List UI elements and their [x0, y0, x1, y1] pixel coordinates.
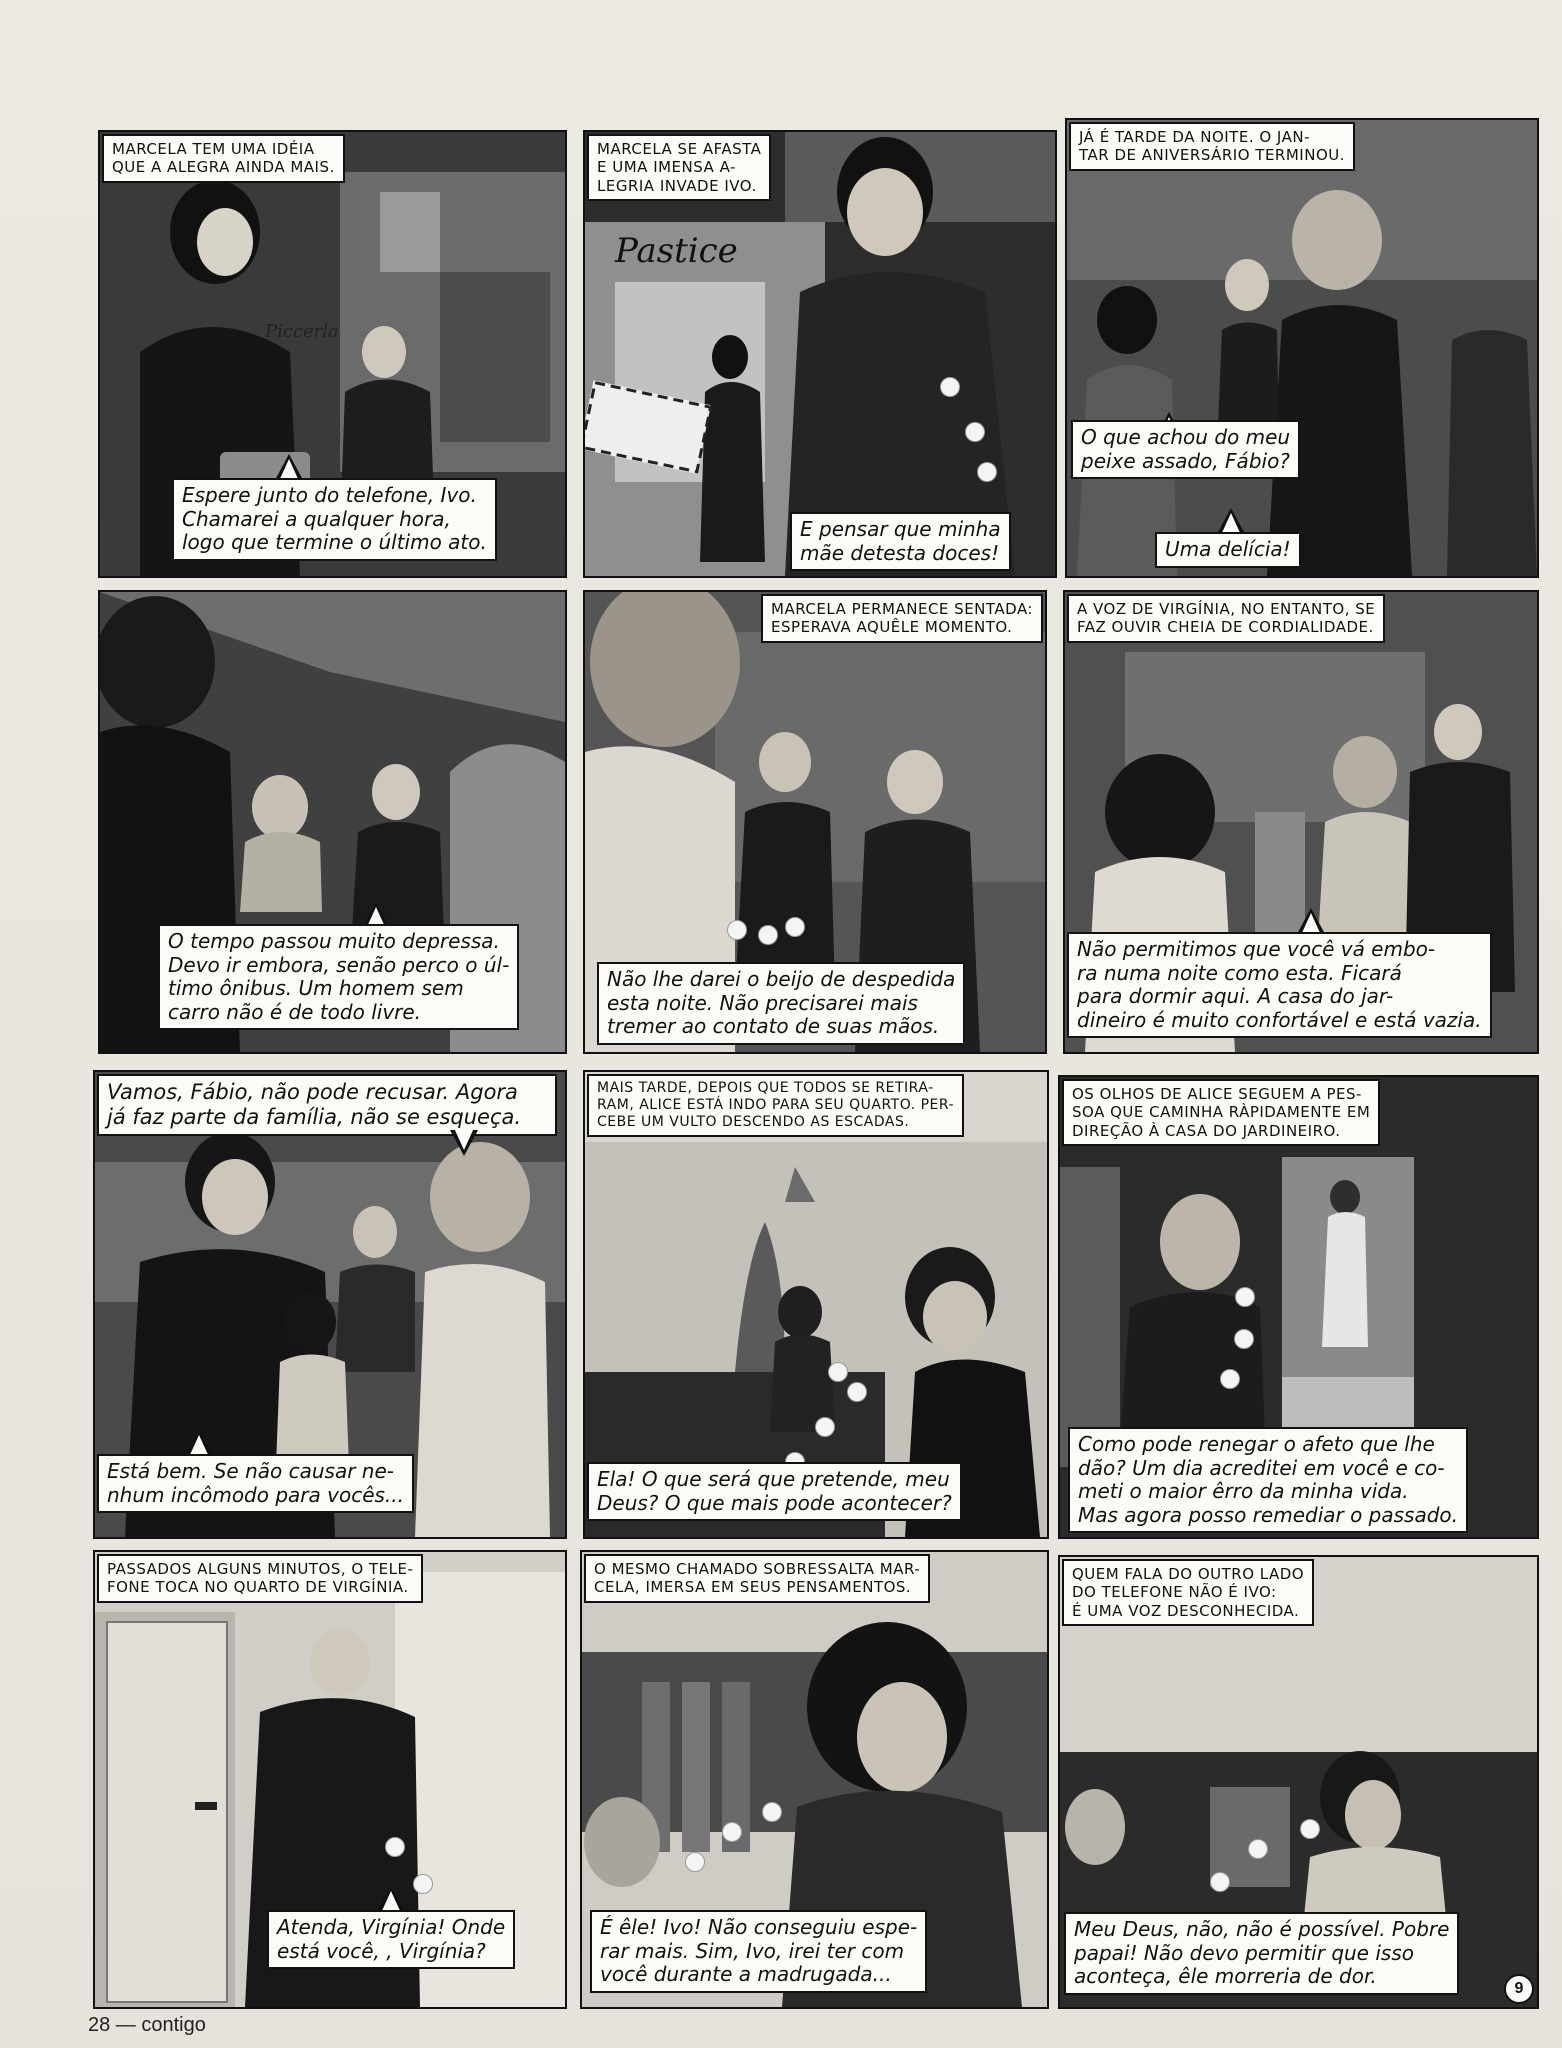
panel-caption: O MESMO CHAMADO SOBRESSALTA MAR- CELA, IMERSA EM SEUS PENSAMENTOS.	[584, 1554, 930, 1603]
speech-tail	[1297, 908, 1325, 934]
panel-9	[1058, 1075, 1539, 1539]
panel-caption: MARCELA SE AFASTA E UMA IMENSA A- LEGRIA INVADE IVO.	[587, 134, 771, 201]
decorative-dot	[1234, 1329, 1254, 1349]
speech-balloon: Não permitimos que você vá embo- ra numa noite como esta. Ficará para dormir aqui. A casa do jar- dineiro é muito confortável e está vazia.	[1067, 932, 1492, 1038]
panel-caption: PASSADOS ALGUNS MINUTOS, O TELE- FONE TOCA NO QUARTO DE VIRGÍNIA.	[97, 1554, 423, 1603]
shop-sign: Piccerla	[265, 321, 339, 342]
panel-10	[93, 1550, 567, 2009]
shop-sign: Pastice	[615, 231, 738, 271]
panel-caption: MARCELA TEM UMA IDÉIA QUE A ALEGRA AINDA MAIS.	[102, 134, 345, 183]
speech-balloon: Espere junto do telefone, Ivo. Chamarei a qualquer hora, logo que termine o último ato.	[172, 478, 497, 561]
speech-tail	[377, 1886, 405, 1912]
speech-balloon: Uma delícia!	[1155, 532, 1301, 568]
speech-tail	[1217, 508, 1245, 534]
decorative-dot	[1210, 1872, 1230, 1892]
panel-caption: A VOZ DE VIRGÍNIA, NO ENTANTO, SE FAZ OUVIR CHEIA DE CORDIALIDADE.	[1067, 594, 1385, 643]
speech-balloon: O que achou do meu peixe assado, Fábio?	[1071, 420, 1300, 479]
decorative-dot	[965, 422, 985, 442]
speech-balloon: Não lhe darei o beijo de despedida esta noite. Não precisarei mais tremer ao contato de suas mãos.	[597, 962, 965, 1045]
decorative-dot	[1300, 1819, 1320, 1839]
panel-7	[93, 1070, 567, 1539]
panel-8	[583, 1070, 1049, 1539]
panel-12	[1058, 1555, 1539, 2009]
speech-tail	[275, 454, 303, 480]
speech-tail	[450, 1130, 478, 1156]
speech-balloon: Vamos, Fábio, não pode recusar. Agora já faz parte da família, não se esqueça.	[97, 1074, 557, 1136]
panel-4	[98, 590, 567, 1054]
panel-caption: MARCELA PERMANECE SENTADA: ESPERAVA AQUÊLE MOMENTO.	[761, 594, 1043, 643]
decorative-dot	[722, 1822, 742, 1842]
speech-balloon: O tempo passou muito depressa. Devo ir embora, senão perco o úl- timo ônibus. Um homem sem carro não é de todo livre.	[158, 924, 519, 1030]
decorative-dot	[685, 1852, 705, 1872]
panel-caption: MAIS TARDE, DEPOIS QUE TODOS SE RETIRA- RAM, ALICE ESTÁ INDO PARA SEU QUARTO. PER- CEBE UM VULTO DESCENDO AS ESCADAS.	[587, 1074, 964, 1137]
decorative-dot	[940, 377, 960, 397]
speech-balloon: Ela! O que será que pretende, meu Deus? O que mais pode acontecer?	[587, 1462, 962, 1521]
speech-balloon: Como pode renegar o afeto que lhe dão? Um dia acreditei em você e co- meti o maior êrro da minha vida. Mas agora posso remediar o passado.	[1068, 1427, 1468, 1533]
speech-balloon: Meu Deus, não, não é possível. Pobre papai! Não devo permitir que isso aconteça, êle morreria de dor.	[1064, 1912, 1459, 1995]
decorative-dot	[977, 462, 997, 482]
panel-photo	[1067, 120, 1537, 576]
panel-number-badge: 9	[1504, 1974, 1534, 2004]
page-footer: 28 — contigo	[88, 2014, 206, 2036]
decorative-dot	[727, 920, 747, 940]
panel-11	[580, 1550, 1049, 2009]
panel-caption: OS OLHOS DE ALICE SEGUEM A PES- SOA QUE CAMINHA RÀPIDAMENTE EM DIREÇÃO À CASA DO JARDINEIRO.	[1062, 1079, 1380, 1146]
speech-tail	[185, 1430, 213, 1456]
decorative-dot	[785, 917, 805, 937]
panel-3	[1065, 118, 1539, 578]
speech-balloon: É êle! Ivo! Não conseguiu espe- rar mais. Sim, Ivo, irei ter com você durante a madrugada...	[590, 1910, 927, 1993]
panel-1	[98, 130, 567, 578]
decorative-dot	[762, 1802, 782, 1822]
panel-caption: JÁ É TARDE DA NOITE. O JAN- TAR DE ANIVERSÁRIO TERMINOU.	[1069, 122, 1355, 171]
panel-caption: QUEM FALA DO OUTRO LADO DO TELEFONE NÃO É IVO: É UMA VOZ DESCONHECIDA.	[1062, 1559, 1314, 1626]
decorative-dot	[385, 1837, 405, 1857]
panel-5	[583, 590, 1047, 1054]
decorative-dot	[847, 1382, 867, 1402]
speech-balloon: Atenda, Virgínia! Onde está você, , Virgínia?	[267, 1910, 515, 1969]
speech-balloon: E pensar que minha mãe detesta doces!	[790, 512, 1011, 571]
speech-balloon: Está bem. Se não causar ne- nhum incômodo para vocês...	[97, 1454, 414, 1513]
panel-2	[583, 130, 1057, 578]
decorative-dot	[1220, 1369, 1240, 1389]
decorative-dot	[413, 1874, 433, 1894]
decorative-dot	[815, 1417, 835, 1437]
decorative-dot	[1248, 1839, 1268, 1859]
panel-6	[1063, 590, 1539, 1054]
decorative-dot	[1235, 1287, 1255, 1307]
decorative-dot	[758, 925, 778, 945]
decorative-dot	[828, 1362, 848, 1382]
